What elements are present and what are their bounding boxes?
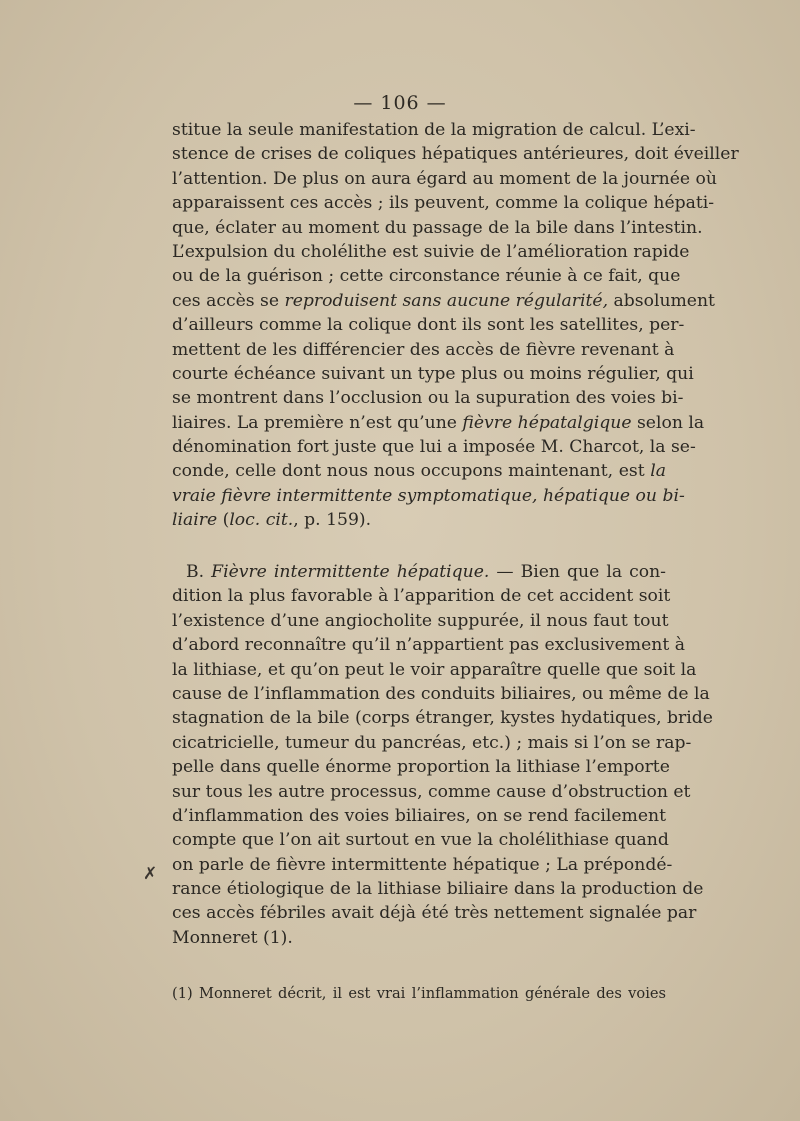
footnote: (1) Monneret décrit, il est vrai l’inflammation générale des voies — [172, 985, 666, 1002]
text-line: stence de crises de coliques hépatiques antérieures, doit éveiller — [172, 144, 739, 165]
text-line: ces accès fébriles avait déjà été très nettement signalée par — [172, 903, 697, 924]
text-line: dition la plus favorable à l’apparition de cet accident soit — [172, 586, 671, 607]
text-line: d’ailleurs comme la colique dont ils sont les satellites, per- — [172, 315, 685, 336]
text-line: d’abord reconnaître qu’il n’appartient pas exclusivement à — [172, 635, 685, 656]
paragraph-2 — [172, 560, 713, 950]
text-line: on parle de fièvre intermittente hépatique ; La prépondé- — [172, 854, 673, 875]
text-line: la lithiase, et qu’on peut le voir apparaître quelle que soit la — [172, 659, 697, 680]
margin-annotation-mark: ✗ — [143, 864, 158, 884]
text-line: ou de la guérison ; cette circonstance réunie à ce fait, que — [172, 266, 681, 287]
text-line: que, éclater au moment du passage de la bile dans l’intestin. — [172, 217, 703, 238]
text-line: cause de l’inflammation des conduits biliaires, ou même de la — [172, 683, 710, 704]
text-line: courte échéance suivant un type plus ou moins régulier, qui — [172, 363, 694, 384]
text-line: mettent de les différencier des accès de fièvre revenant à — [172, 339, 675, 360]
text-line: Monneret (1). — [172, 927, 293, 948]
text-line: stagnation de la bile (corps étranger, kystes hydatiques, bride — [172, 708, 713, 729]
text-line: L’expulsion du cholélithe est suivie de l’amélioration rapide — [172, 241, 690, 262]
text-line: ces accès se reproduisent sans aucune régularité, absolument — [172, 290, 715, 311]
text-line: vraie fièvre intermittente symptomatique, hépatique ou bi- — [172, 485, 685, 506]
text-line: apparaissent ces accès ; ils peuvent, comme la colique hépati- — [172, 193, 715, 214]
text-line: pelle dans quelle énorme proportion la lithiase l’emporte — [172, 757, 670, 778]
text-line: B. Fièvre intermittente hépatique. — Bien que la con- — [186, 562, 666, 582]
text-line: rance étiologique de la lithiase biliaire dans la production de — [172, 879, 704, 900]
text-line: liaires. La première n’est qu’une fièvre hépatalgique selon la — [172, 412, 705, 433]
text-line: d’inflammation des voies biliaires, on se rend facilement — [172, 805, 666, 826]
text-line: l’existence d’une angiocholite suppurée, il nous faut tout — [172, 610, 669, 631]
text-line: stitue la seule manifestation de la migration de calcul. L’exi- — [172, 120, 696, 140]
text-line: se montrent dans l’occlusion ou la supuration des voies bi- — [172, 388, 684, 409]
paragraph-1 — [172, 118, 739, 533]
text-line: sur tous les autre processus, comme cause d’obstruction et — [172, 781, 691, 802]
text-line: cicatricielle, tumeur du pancréas, etc.) ; mais si l’on se rap- — [172, 732, 692, 753]
text-line: compte que l’on ait surtout en vue la cholélithiase quand — [172, 830, 669, 851]
text-line: l’attention. De plus on aura égard au moment de la journée où — [172, 168, 717, 189]
text-line: liaire (loc. cit., p. 159). — [172, 510, 372, 531]
text-line: dénomination fort juste que lui a imposée M. Charcot, la se- — [172, 437, 696, 458]
page-number: — 106 — — [353, 92, 447, 114]
text-line: conde, celle dont nous nous occupons maintenant, est la — [172, 461, 666, 482]
